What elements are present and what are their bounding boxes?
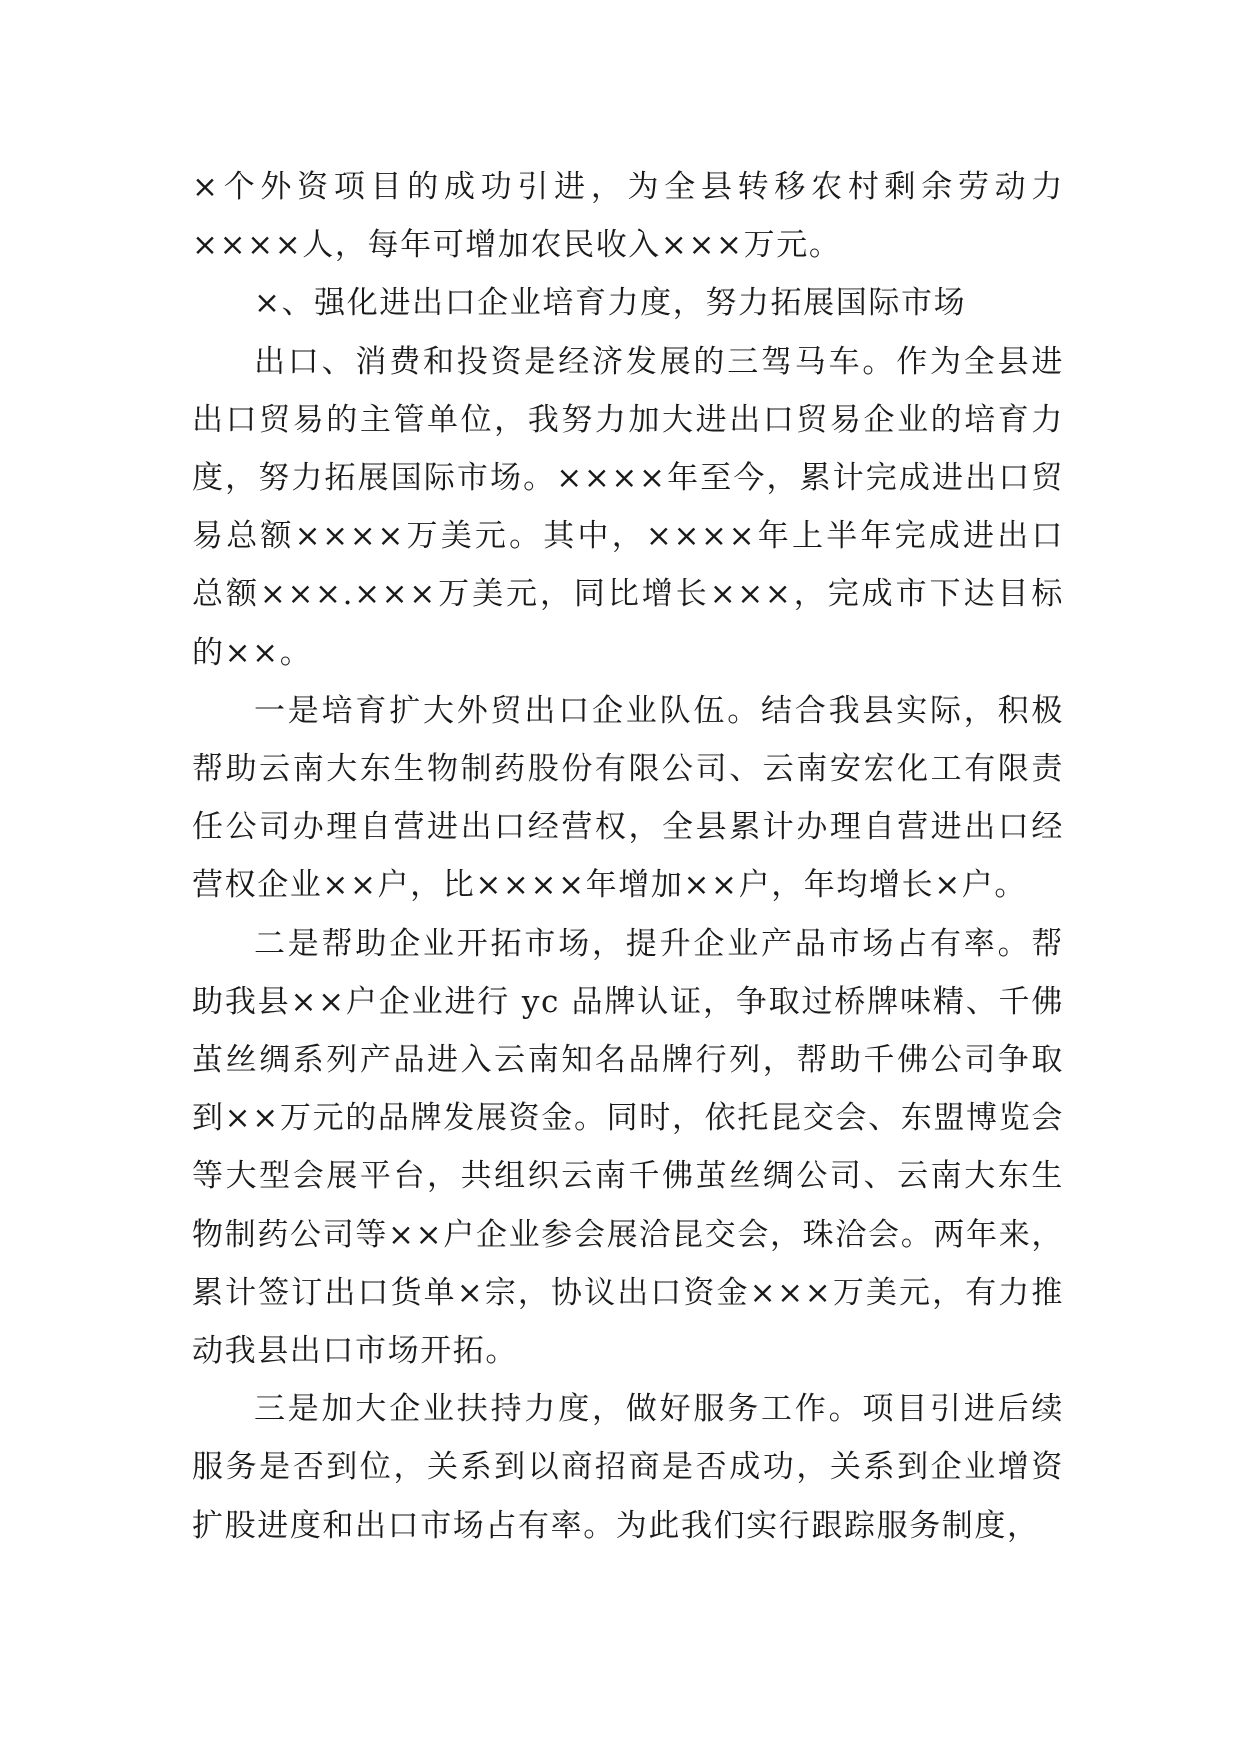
section-heading: ×、强化进出口企业培育力度，努力拓展国际市场 — [254, 285, 967, 322]
paragraph-continuation: ×个外资项目的成功引进，为全县转移农村剩余劳动力××××人，每年可增加农民收入×××万元。 — [192, 169, 1064, 264]
paragraph-intro: 出口、消费和投资是经济发展的三驾马车。作为全县进出口贸易的主管单位，我努力加大进出口贸易企业的培育力度，努力拓展国际市场。××××年至今，累计完成进出口贸易总额××××万美元。其中，××××年上半年完成进出口总额×××.×××万美元，同比增长×××，完成市下达目标的××。 — [192, 343, 1064, 671]
paragraph-point-two: 二是帮助企业开拓市场，提升企业产品市场占有率。帮助我县××户企业进行 yc 品牌认证，争取过桥牌味精、千佛茧丝绸系列产品进入云南知名品牌行列，帮助千佛公司争取到××万元的品牌发展资金。同时，依托昆交会、东盟博览会等大型会展平台，共组织云南千佛茧丝绸公司、云南大东生物制药公司等××户企业参会展洽昆交会，珠洽会。两年来，累计签订出口货单×宗，协议出口资金×××万美元，有力推动我县出口市场开拓。 — [192, 925, 1064, 1370]
document-body — [192, 158, 1064, 1555]
paragraph-point-one: 一是培育扩大外贸出口企业队伍。结合我县实际，积极帮助云南大东生物制药股份有限公司、云南安宏化工有限责任公司办理自营进出口经营权，全县累计办理自营进出口经营权企业××户，比××××年增加××户，年均增长×户。 — [192, 692, 1064, 904]
paragraph-point-three: 三是加大企业扶持力度，做好服务工作。项目引进后续服务是否到位，关系到以商招商是否成功，关系到企业增资扩股进度和出口市场占有率。为此我们实行跟踪服务制度， — [192, 1391, 1064, 1544]
